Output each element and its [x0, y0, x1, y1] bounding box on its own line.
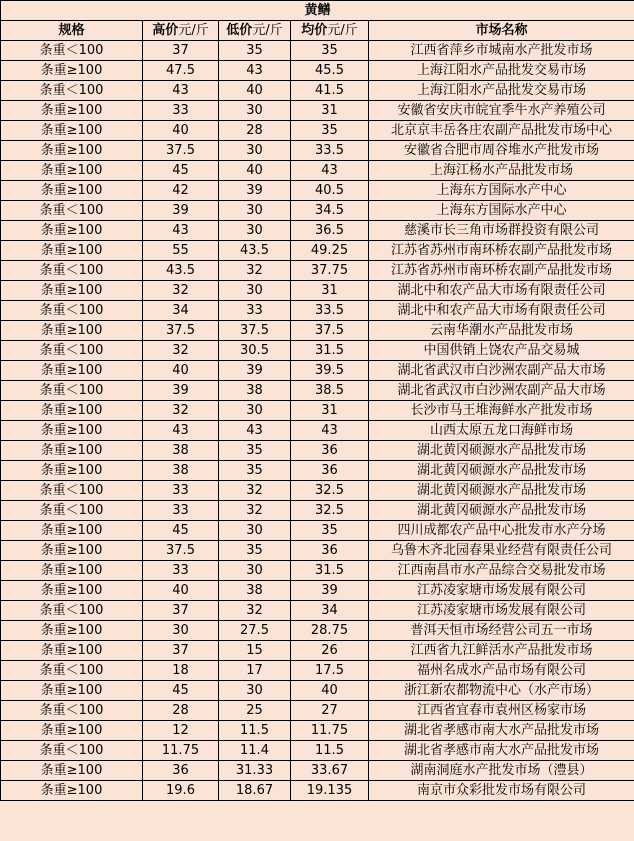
market-cell: 湖北省孝感市南大水产品批发市场	[369, 721, 634, 741]
spec-cell: 条重≥100	[1, 561, 143, 581]
low-price-cell: 31.33	[219, 761, 291, 781]
avg-price-cell: 35	[291, 521, 369, 541]
spec-cell: 条重＜100	[1, 381, 143, 401]
high-price-cell: 40	[143, 121, 219, 141]
table-row	[1, 541, 634, 561]
header-high-price: 高价元/斤	[143, 21, 219, 41]
avg-price-cell: 33.5	[291, 301, 369, 321]
market-cell: 湖北省武汉市白沙洲农副产品大市场	[369, 361, 634, 381]
spec-cell: 条重≥100	[1, 101, 143, 121]
spec-cell: 条重≥100	[1, 181, 143, 201]
low-price-cell: 39	[219, 361, 291, 381]
table-row	[1, 721, 634, 741]
table-row	[1, 61, 634, 81]
spec-cell: 条重＜100	[1, 481, 143, 501]
table-row	[1, 741, 634, 761]
market-cell: 上海东方国际水产中心	[369, 181, 634, 201]
high-price-cell: 37	[143, 41, 219, 61]
table-row	[1, 661, 634, 681]
table-row	[1, 301, 634, 321]
spec-cell: 条重≥100	[1, 401, 143, 421]
spec-cell: 条重＜100	[1, 261, 143, 281]
low-price-cell: 35	[219, 41, 291, 61]
market-cell: 长沙市马王堆海鲜水产批发市场	[369, 401, 634, 421]
avg-price-cell: 27	[291, 701, 369, 721]
avg-price-cell: 36	[291, 541, 369, 561]
market-cell: 安徽省安庆市皖宜季牛水产养殖公司	[369, 101, 634, 121]
avg-price-cell: 33.5	[291, 141, 369, 161]
avg-price-cell: 39	[291, 581, 369, 601]
avg-price-cell: 36	[291, 441, 369, 461]
table-row	[1, 141, 634, 161]
table-row	[1, 121, 634, 141]
avg-price-cell: 11.5	[291, 741, 369, 761]
low-price-cell: 40	[219, 81, 291, 101]
table-row	[1, 561, 634, 581]
market-cell: 福州名成水产品市场有限公司	[369, 661, 634, 681]
high-price-cell: 33	[143, 481, 219, 501]
high-price-cell: 43	[143, 81, 219, 101]
low-price-cell: 30	[219, 521, 291, 541]
table-row	[1, 441, 634, 461]
high-price-cell: 38	[143, 461, 219, 481]
table-row	[1, 701, 634, 721]
high-price-cell: 38	[143, 441, 219, 461]
header-market: 市场名称	[369, 21, 634, 41]
market-cell: 江西省萍乡市城南水产批发市场	[369, 41, 634, 61]
avg-price-cell: 36.5	[291, 221, 369, 241]
spec-cell: 条重≥100	[1, 141, 143, 161]
spec-cell: 条重≥100	[1, 781, 143, 801]
spec-cell: 条重≥100	[1, 121, 143, 141]
market-cell: 湖北黄冈硕源水产品批发市场	[369, 481, 634, 501]
table-row	[1, 401, 634, 421]
table-row	[1, 221, 634, 241]
table-row	[1, 761, 634, 781]
low-price-cell: 43	[219, 421, 291, 441]
high-price-cell: 32	[143, 401, 219, 421]
high-price-cell: 37	[143, 601, 219, 621]
low-price-cell: 30	[219, 281, 291, 301]
low-price-cell: 17	[219, 661, 291, 681]
spec-cell: 条重≥100	[1, 221, 143, 241]
high-price-cell: 28	[143, 701, 219, 721]
avg-price-cell: 35	[291, 41, 369, 61]
market-cell: 山西太原五龙口海鲜市场	[369, 421, 634, 441]
market-cell: 江苏省苏州市南环桥农副产品批发市场	[369, 261, 634, 281]
table-row	[1, 501, 634, 521]
low-price-cell: 43	[219, 61, 291, 81]
table-row	[1, 261, 634, 281]
table-row	[1, 361, 634, 381]
table-row	[1, 781, 634, 801]
table-title: 黄鳝	[1, 1, 634, 21]
spec-cell: 条重≥100	[1, 441, 143, 461]
low-price-cell: 32	[219, 261, 291, 281]
spec-cell: 条重≥100	[1, 521, 143, 541]
low-price-cell: 32	[219, 481, 291, 501]
spec-cell: 条重＜100	[1, 501, 143, 521]
low-price-cell: 30.5	[219, 341, 291, 361]
high-price-cell: 11.75	[143, 741, 219, 761]
market-cell: 普洱天恒市场经营公司五一市场	[369, 621, 634, 641]
high-price-cell: 40	[143, 581, 219, 601]
high-price-cell: 36	[143, 761, 219, 781]
market-cell: 江西南昌市水产品综合交易批发市场	[369, 561, 634, 581]
table-row	[1, 41, 634, 61]
market-cell: 慈溪市长三角市场群投资有限公司	[369, 221, 634, 241]
low-price-cell: 30	[219, 681, 291, 701]
header-low-price: 低价元/斤	[219, 21, 291, 41]
market-cell: 湖北黄冈硕源水产品批发市场	[369, 501, 634, 521]
avg-price-cell: 37.5	[291, 321, 369, 341]
avg-price-cell: 33.67	[291, 761, 369, 781]
high-price-cell: 43.5	[143, 261, 219, 281]
avg-price-cell: 40.5	[291, 181, 369, 201]
avg-price-cell: 40	[291, 681, 369, 701]
spec-cell: 条重＜100	[1, 661, 143, 681]
market-cell: 四川成都农产品中心批发市水产分场	[369, 521, 634, 541]
spec-cell: 条重＜100	[1, 601, 143, 621]
avg-price-cell: 41.5	[291, 81, 369, 101]
market-cell: 湖北省武汉市白沙洲农副产品大市场	[369, 381, 634, 401]
market-cell: 江苏省苏州市南环桥农副产品批发市场	[369, 241, 634, 261]
spec-cell: 条重≥100	[1, 61, 143, 81]
low-price-cell: 15	[219, 641, 291, 661]
low-price-cell: 25	[219, 701, 291, 721]
low-price-cell: 30	[219, 401, 291, 421]
table-row	[1, 681, 634, 701]
low-price-cell: 30	[219, 101, 291, 121]
high-price-cell: 19.6	[143, 781, 219, 801]
avg-price-cell: 43	[291, 421, 369, 441]
avg-price-cell: 34.5	[291, 201, 369, 221]
high-price-cell: 47.5	[143, 61, 219, 81]
low-price-cell: 35	[219, 461, 291, 481]
market-cell: 上海东方国际水产中心	[369, 201, 634, 221]
market-cell: 湖北中和农产品大市场有限责任公司	[369, 281, 634, 301]
low-price-cell: 30	[219, 201, 291, 221]
table-row	[1, 341, 634, 361]
table-row	[1, 281, 634, 301]
market-cell: 湖南洞庭水产批发市场（澧县）	[369, 761, 634, 781]
market-cell: 上海江阳水产品批发交易市场	[369, 81, 634, 101]
spec-cell: 条重≥100	[1, 461, 143, 481]
market-cell: 云南华潮水产品批发市场	[369, 321, 634, 341]
spec-cell: 条重≥100	[1, 281, 143, 301]
title-row	[1, 1, 634, 21]
market-cell: 中国供销上饶农产品交易城	[369, 341, 634, 361]
spec-cell: 条重≥100	[1, 761, 143, 781]
low-price-cell: 35	[219, 541, 291, 561]
high-price-cell: 33	[143, 561, 219, 581]
high-price-cell: 55	[143, 241, 219, 261]
spec-cell: 条重≥100	[1, 361, 143, 381]
header-row	[1, 21, 634, 41]
high-price-cell: 43	[143, 221, 219, 241]
spec-cell: 条重＜100	[1, 201, 143, 221]
spec-cell: 条重≥100	[1, 321, 143, 341]
high-price-cell: 18	[143, 661, 219, 681]
spec-cell: 条重≥100	[1, 681, 143, 701]
table-row	[1, 81, 634, 101]
table-row	[1, 601, 634, 621]
table-row	[1, 241, 634, 261]
spec-cell: 条重≥100	[1, 621, 143, 641]
spec-cell: 条重＜100	[1, 701, 143, 721]
table-row	[1, 621, 634, 641]
table-row	[1, 421, 634, 441]
low-price-cell: 18.67	[219, 781, 291, 801]
avg-price-cell: 38.5	[291, 381, 369, 401]
high-price-cell: 45	[143, 161, 219, 181]
table-row	[1, 321, 634, 341]
table-row	[1, 521, 634, 541]
market-cell: 上海江杨水产品批发市场	[369, 161, 634, 181]
market-cell: 北京京丰岳各庄农副产品批发市场中心	[369, 121, 634, 141]
high-price-cell: 33	[143, 501, 219, 521]
high-price-cell: 34	[143, 301, 219, 321]
table-row	[1, 481, 634, 501]
avg-price-cell: 49.25	[291, 241, 369, 261]
avg-price-cell: 34	[291, 601, 369, 621]
low-price-cell: 11.4	[219, 741, 291, 761]
high-price-cell: 33	[143, 101, 219, 121]
low-price-cell: 33	[219, 301, 291, 321]
spec-cell: 条重＜100	[1, 41, 143, 61]
avg-price-cell: 32.5	[291, 501, 369, 521]
avg-price-cell: 31.5	[291, 561, 369, 581]
avg-price-cell: 19.135	[291, 781, 369, 801]
avg-price-cell: 31	[291, 101, 369, 121]
avg-price-cell: 31	[291, 281, 369, 301]
avg-price-cell: 31	[291, 401, 369, 421]
market-cell: 安徽省合肥市周谷堆水产批发市场	[369, 141, 634, 161]
table-row	[1, 461, 634, 481]
low-price-cell: 37.5	[219, 321, 291, 341]
low-price-cell: 32	[219, 601, 291, 621]
high-price-cell: 30	[143, 621, 219, 641]
high-price-cell: 37.5	[143, 141, 219, 161]
high-price-cell: 42	[143, 181, 219, 201]
high-price-cell: 37.5	[143, 321, 219, 341]
low-price-cell: 38	[219, 581, 291, 601]
low-price-cell: 28	[219, 121, 291, 141]
spec-cell: 条重＜100	[1, 741, 143, 761]
high-price-cell: 43	[143, 421, 219, 441]
high-price-cell: 37.5	[143, 541, 219, 561]
spec-cell: 条重≥100	[1, 421, 143, 441]
low-price-cell: 32	[219, 501, 291, 521]
high-price-cell: 32	[143, 341, 219, 361]
spec-cell: 条重≥100	[1, 541, 143, 561]
high-price-cell: 12	[143, 721, 219, 741]
low-price-cell: 43.5	[219, 241, 291, 261]
market-cell: 湖北中和农产品大市场有限责任公司	[369, 301, 634, 321]
spec-cell: 条重≥100	[1, 161, 143, 181]
spec-cell: 条重＜100	[1, 301, 143, 321]
avg-price-cell: 45.5	[291, 61, 369, 81]
market-cell: 上海江阳水产品批发交易市场	[369, 61, 634, 81]
spec-cell: 条重＜100	[1, 341, 143, 361]
avg-price-cell: 37.75	[291, 261, 369, 281]
high-price-cell: 39	[143, 381, 219, 401]
header-spec: 规格	[1, 21, 143, 41]
avg-price-cell: 36	[291, 461, 369, 481]
market-cell: 南京市众彩批发市场有限公司	[369, 781, 634, 801]
high-price-cell: 32	[143, 281, 219, 301]
avg-price-cell: 32.5	[291, 481, 369, 501]
low-price-cell: 40	[219, 161, 291, 181]
avg-price-cell: 43	[291, 161, 369, 181]
table-row	[1, 101, 634, 121]
table-row	[1, 161, 634, 181]
low-price-cell: 30	[219, 221, 291, 241]
market-cell: 湖北黄冈硕源水产品批发市场	[369, 441, 634, 461]
spec-cell: 条重≥100	[1, 641, 143, 661]
avg-price-cell: 31.5	[291, 341, 369, 361]
header-avg-price: 均价元/斤	[291, 21, 369, 41]
low-price-cell: 39	[219, 181, 291, 201]
market-cell: 江西省宜春市袁州区杨家市场	[369, 701, 634, 721]
high-price-cell: 45	[143, 521, 219, 541]
spec-cell: 条重≥100	[1, 581, 143, 601]
spec-cell: 条重＜100	[1, 81, 143, 101]
market-cell: 江苏凌家塘市场发展有限公司	[369, 601, 634, 621]
high-price-cell: 37	[143, 641, 219, 661]
avg-price-cell: 26	[291, 641, 369, 661]
table-row	[1, 181, 634, 201]
market-cell: 浙江新农都物流中心（水产市场）	[369, 681, 634, 701]
high-price-cell: 45	[143, 681, 219, 701]
low-price-cell: 38	[219, 381, 291, 401]
spec-cell: 条重≥100	[1, 721, 143, 741]
market-cell: 湖北省孝感市南大水产品批发市场	[369, 741, 634, 761]
avg-price-cell: 17.5	[291, 661, 369, 681]
low-price-cell: 30	[219, 141, 291, 161]
market-cell: 湖北黄冈硕源水产品批发市场	[369, 461, 634, 481]
avg-price-cell: 35	[291, 121, 369, 141]
avg-price-cell: 11.75	[291, 721, 369, 741]
low-price-cell: 27.5	[219, 621, 291, 641]
high-price-cell: 39	[143, 201, 219, 221]
low-price-cell: 11.5	[219, 721, 291, 741]
table-row	[1, 201, 634, 221]
low-price-cell: 30	[219, 561, 291, 581]
market-cell: 乌鲁木齐北园春果业经营有限责任公司	[369, 541, 634, 561]
high-price-cell: 40	[143, 361, 219, 381]
spec-cell: 条重≥100	[1, 241, 143, 261]
market-cell: 江苏凌家塘市场发展有限公司	[369, 581, 634, 601]
table-row	[1, 641, 634, 661]
table-row	[1, 581, 634, 601]
avg-price-cell: 28.75	[291, 621, 369, 641]
table-row	[1, 381, 634, 401]
low-price-cell: 35	[219, 441, 291, 461]
market-cell: 江西省九江鲜活水产品批发市场	[369, 641, 634, 661]
avg-price-cell: 39.5	[291, 361, 369, 381]
